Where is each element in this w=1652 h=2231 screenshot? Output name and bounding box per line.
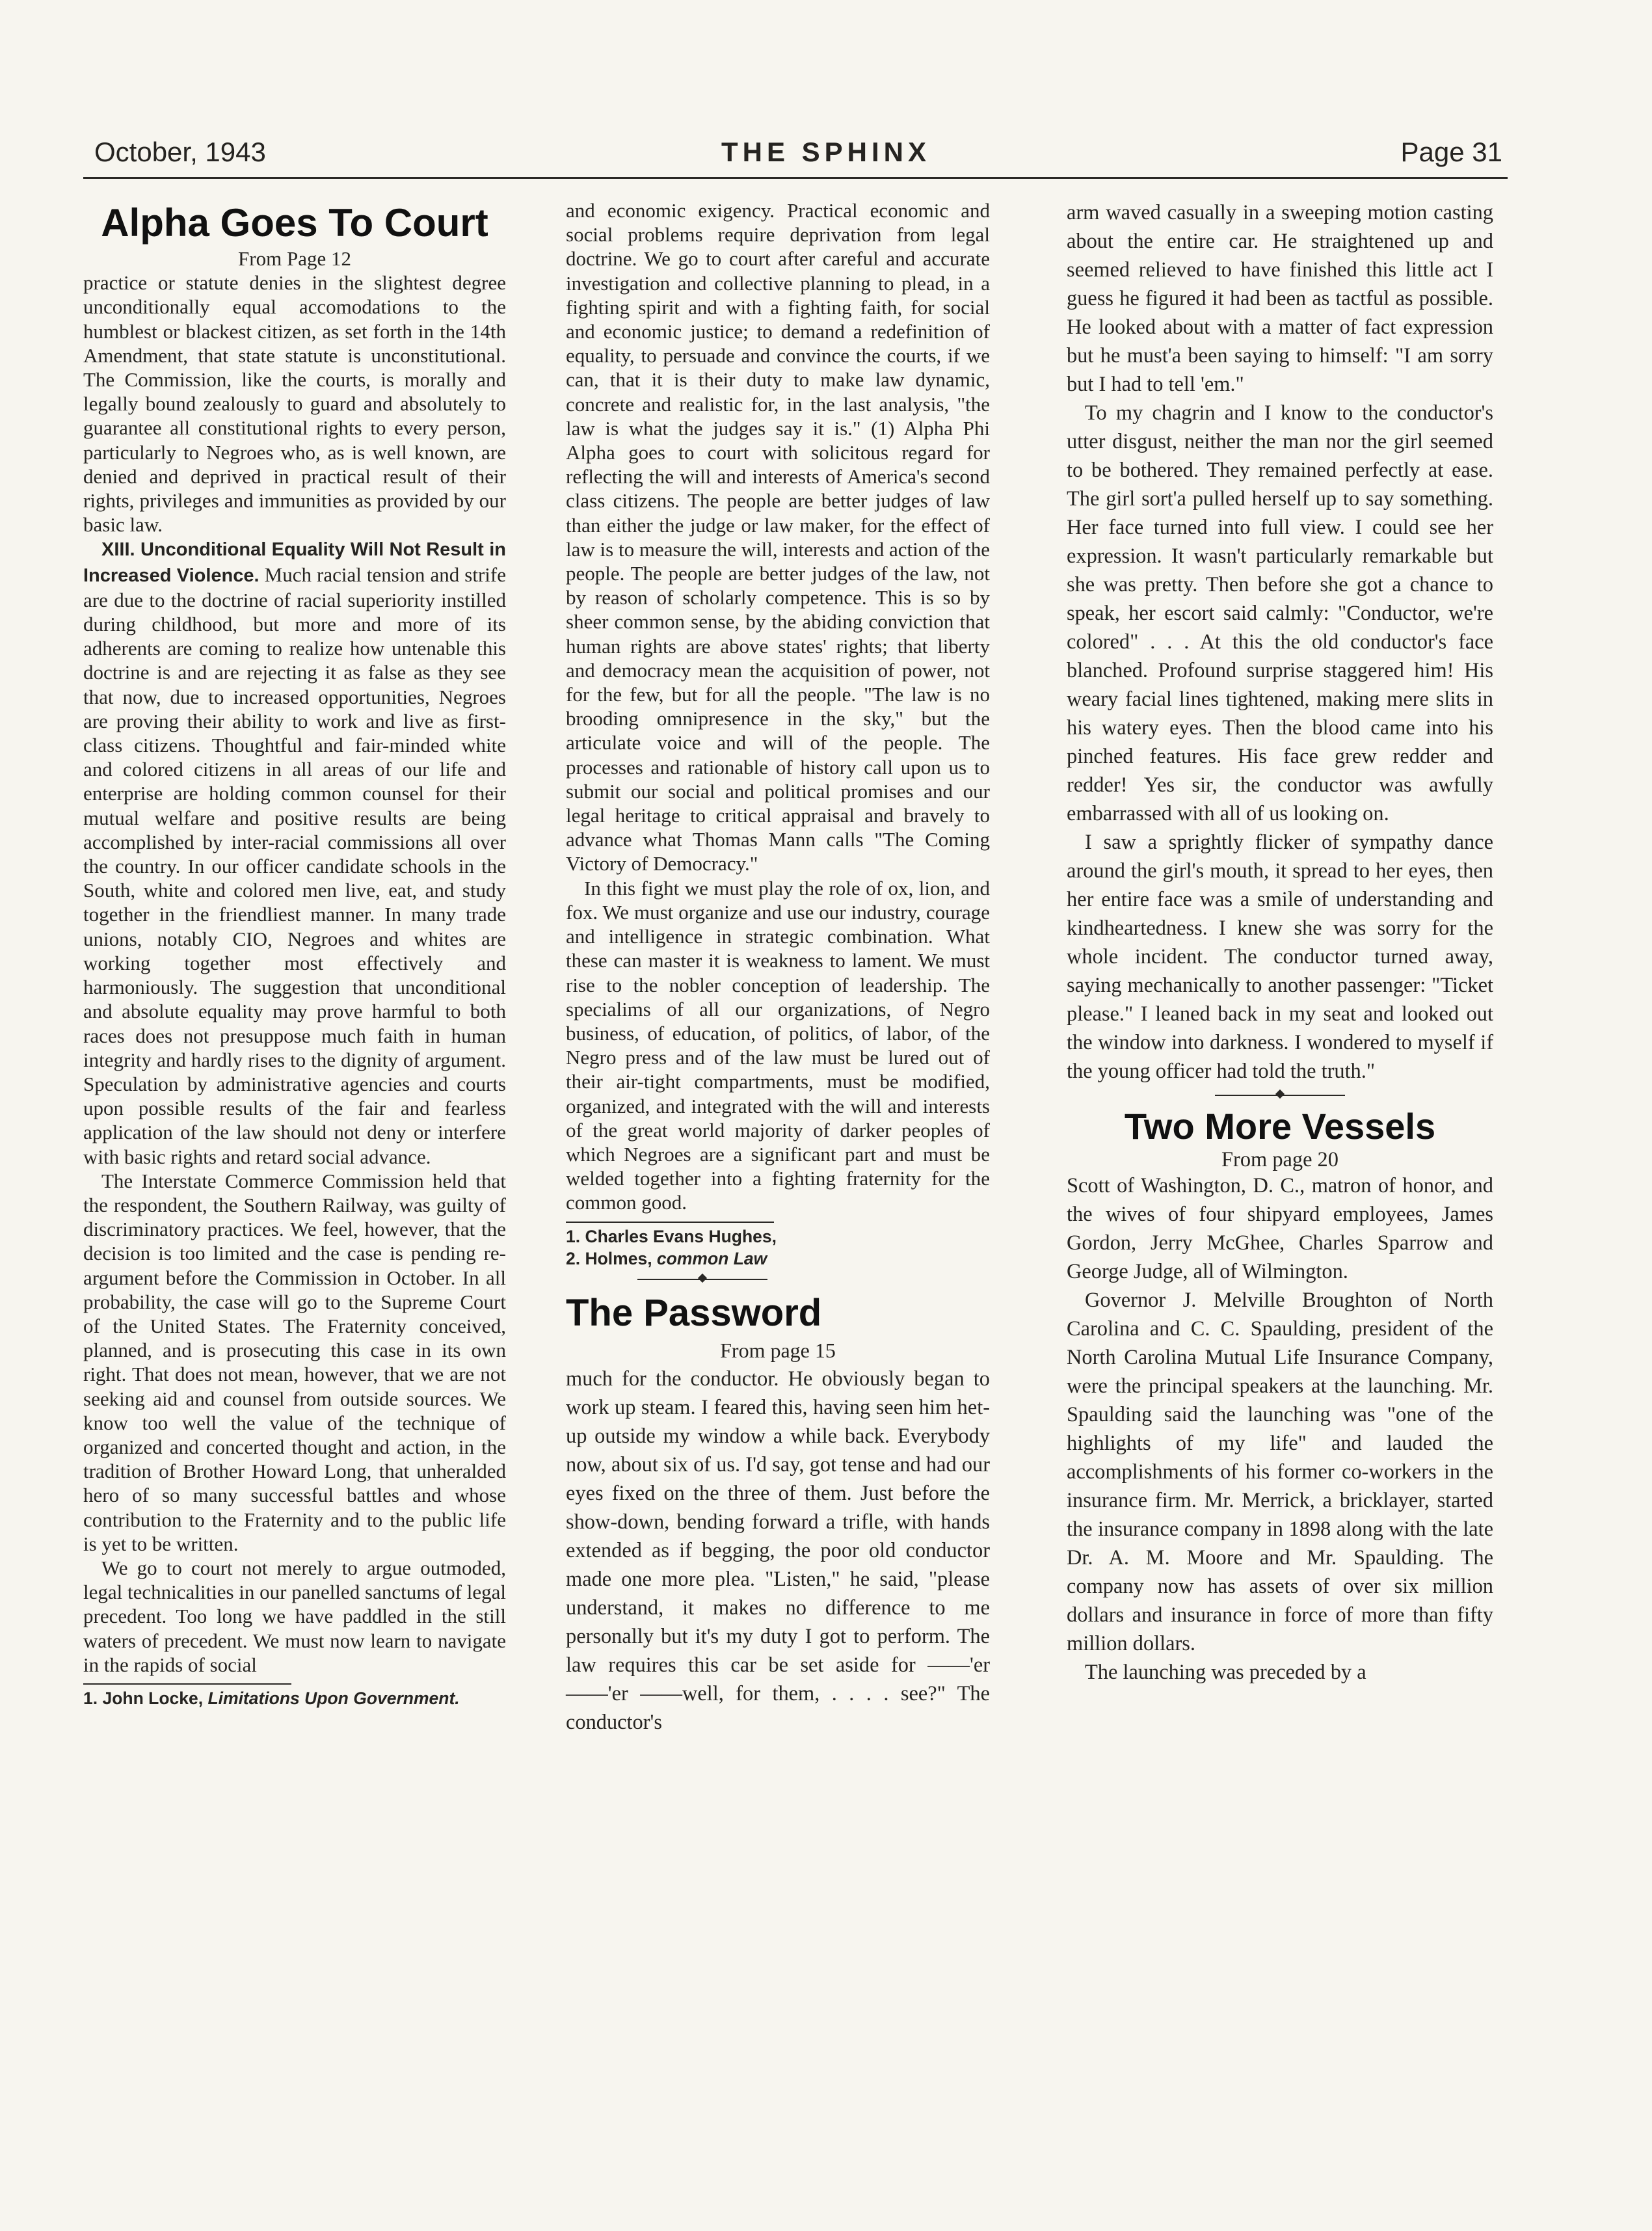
paragraph: We go to court not merely to argue outmoded, legal technicalities in our panelled sanctums of legal precedent. Too long we have paddled in the still waters of precedent. We must now learn to navigate in the rapids of social bbox=[83, 1556, 506, 1676]
article-title-two-more-vessels: Two More Vessels bbox=[1124, 1106, 1436, 1147]
masthead-title: THE SPHINX bbox=[721, 137, 931, 167]
footnote bbox=[566, 1248, 990, 1270]
section-divider bbox=[1067, 1088, 1493, 1102]
footnote-prefix: 2. Holmes, bbox=[566, 1248, 657, 1268]
paragraph: Governor J. Melville Broughton of North Carolina and C. C. Spaulding, president of the North Carolina Mutual Life Insurance Company, were the principal speakers at the launching. Mr. Spaulding said the launching was "one of the highlights of my life" and lauded the accomplishments of his former co-workers in the insurance firm. Mr. Merrick, a bricklayer, started the insurance company in 1898 along with the late Dr. A. M. Moore and Mr. Spaulding. The company now has assets of over six million dollars and insurance in force of more than fifty million dollars. bbox=[1067, 1289, 1493, 1655]
paragraph: The launching was preceded by a bbox=[1085, 1661, 1366, 1684]
paragraph: Scott of Washington, D. C., matron of honor, and the wives of four shipyard employees, James Gordon, Jerry McGhee, Charles Sparrow and George Judge, all of Wilmington. bbox=[1067, 1174, 1493, 1283]
section-divider bbox=[566, 1272, 990, 1287]
article-title-the-password: The Password bbox=[566, 1291, 822, 1334]
issue-date: October, 1943 bbox=[94, 137, 266, 167]
page-number: Page 31 bbox=[1400, 137, 1502, 167]
column-middle bbox=[566, 198, 990, 2231]
diamond-ornament-icon bbox=[1275, 1089, 1285, 1099]
header-rule bbox=[83, 177, 1508, 179]
continued-from: From page 15 bbox=[720, 1338, 836, 1362]
diamond-ornament-icon bbox=[698, 1273, 707, 1282]
footnote bbox=[83, 1687, 506, 1709]
column-right bbox=[1067, 198, 1493, 2231]
footnote-title: common Law bbox=[656, 1248, 767, 1268]
continued-from: From page 20 bbox=[1221, 1148, 1339, 1171]
footnote-prefix: 1. John Locke, bbox=[83, 1688, 208, 1708]
paragraph: I saw a sprightly flicker of sympathy dance around the girl's mouth, it spread to her eyes, then her entire face was a smile of understanding and kindheartedness. I knew she was sorry for the whole incident. The conductor turned away, saying mechanically to another passenger: "Ticket please." I leaned back in my seat and looked out the window into darkness. I wondered to myself if the young officer had told the truth." bbox=[1067, 831, 1493, 1083]
paragraph bbox=[83, 537, 506, 1168]
paragraph: practice or statute denies in the slightest degree unconditionally equal accomodations to the humblest or blackest citizen, as set forth in the 14th Amendment, that state statute is unconstitutional. The Commission, like the courts, is morally and legally bound zealously to guard and absolutely to guarantee all constitutional rights to every person, particularly to Negroes who, as is well known, are denied and deprived in practical result of their rights, privileges and immunities as provided by our basic law. bbox=[83, 271, 506, 537]
section-lead: XIII. Unconditional Equality Will Not Result in Increased Violence. bbox=[83, 539, 506, 586]
footnote-title: Limitations Upon Government. bbox=[207, 1688, 460, 1708]
paragraph: much for the conductor. He obviously began to work up steam. I feared this, having seen him het-up outside my window a while back. Everybody now, about six of us. I'd say, got tense and had our eyes fixed on the three of them. Just before the show-down, bending forward a trifle, with hands extended as if begging, the poor old conductor made one more plea. "Listen," he said, "please understand, it makes no difference to me personally but it's my duty I got to perform. The law requires this car be set aside for ——'er ——'er ——well, for them, . . . . see?" The conductor's bbox=[566, 1367, 990, 1734]
paragraph-text: Much racial tension and strife are due to the doctrine of racial superiority instilled during childhood, but more and more of its adherents are coming to realize how untenable this doctrine is and are rejecting it as false as they see that now, due to increased opportunities, Negroes are proving their ability to work and live as first-class citizens. Thoughtful and fair-minded white and colored citizens in all areas of our life and enterprise are holding common counsel for their mutual welfare and positive results are being accomplished by inter-racial commissions all over the country. In our officer candidate schools in the South, white and colored men live, eat, and study together in the friendliest manner. In many trade unions, notably CIO, Negroes and whites are working together most effectively and harmoniously. The suggestion that unconditional and absolute equality may prove harmful to both races does not presuppose much faith in human integrity and hardly rises to the dignity of argument. Speculation by administrative agencies and courts upon possible results of the fair and fearless application of the law should not deny or interfere with basic rights and retard social advance. bbox=[83, 563, 506, 1168]
continued-from: From Page 12 bbox=[238, 247, 351, 270]
footnote-rule bbox=[566, 1222, 774, 1223]
paragraph: and economic exigency. Practical economic and social problems require deprivation from legal doctrine. We go to court after careful and accurate investigation and collective planning to plead, in a fighting spirit and with a fighting faith, for social and economic justice; to demand a redefinition of equality, to persuade and convince the courts, if we can, that it is their duty to make law dynamic, concrete and realistic for, in the last analysis, "the law is what the judges say it is." (1) Alpha Phi Alpha goes to court with solicitous regard for reflecting the will and interests of America's second class citizens. The people are better judges of law than either the judge or law maker, for the effect of law is to measure the will, interests and action of the people. The people are better judges of the law, not by reason of scholarly competence. This is so by sheer common sense, by the abiding conviction that human rights are above states' rights; that liberty and democracy mean the acquisition of power, not for the few, but for all the people. "The law is no brooding omnipresence in the sky," but the articulate voice and will of the people. The processes and rationable of history call upon us to submit our social and political promises and our legal heritage to critical appraisal and bravely to advance what Thomas Mann calls "The Coming Victory of Democracy." bbox=[566, 199, 990, 875]
article-title-alpha-goes-to-court: Alpha Goes To Court bbox=[101, 201, 488, 245]
column-left bbox=[83, 198, 506, 2231]
paragraph: To my chagrin and I know to the conductor's utter disgust, neither the man nor the girl seemed to be bothered. They remained perfectly at ease. The girl sort'a pulled herself up to say something. Her face turned into full view. I could see her expression. It wasn't particularly remarkable but she was pretty. Then before she got a chance to speak, her escort said calmly: "Conductor, we're colored" . . . At this the old conductor's face blanched. Profound surprise staggered him! His weary facial lines tightened, making mere slits in his watery eyes. Then the blood came into his pinched features. His face grew redder and redder! Yes sir, the conductor was awfully embarrassed with all of us looking on. bbox=[1067, 401, 1493, 825]
footnote: 1. Charles Evans Hughes, bbox=[566, 1226, 777, 1246]
footnote-rule bbox=[83, 1683, 291, 1685]
paragraph: In this fight we must play the role of ox, lion, and fox. We must organize and use our industry, courage and intelligence in strategic combination. What these can master it is weakness to lament. We must rise to the nobler conception of leadership. The specialims of all our organizations, of Negro business, of education, of politics, of labor, of the Negro press and of the law must be lured out of their air-tight compartments, must be modified, organized, and integrated with the will and interests of the great world majority of darker peoples of which Negroes are a significant part and must be welded together into a fighting fraternity for the common good. bbox=[566, 876, 990, 1214]
paragraph: arm waved casually in a sweeping motion casting about the entire car. He straightened up and seemed relieved to have finished this little act I guess he figured it had been as tactful as possible. He looked about with a matter of fact expression but he must'a been saying to himself: "I am sorry but I had to tell 'em." bbox=[1067, 201, 1493, 396]
paragraph: The Interstate Commerce Commission held that the respondent, the Southern Railway, was guilty of discriminatory practices. We feel, however, that the decision is too limited and the case is pending re-argument before the Commission in October. In all probability, the case will go to the Supreme Court of the United States. The Fraternity conceived, planned, and is prosecuting this case in its own right. That does not mean, however, that we are not seeking aid and counsel from outside sources. We know too well the value of the technique of organized and concerted thought and action, in the tradition of Brother Howard Long, that unheralded hero of so many successful battles and whose contribution to the Fraternity and to the public life is yet to be written. bbox=[83, 1169, 506, 1555]
